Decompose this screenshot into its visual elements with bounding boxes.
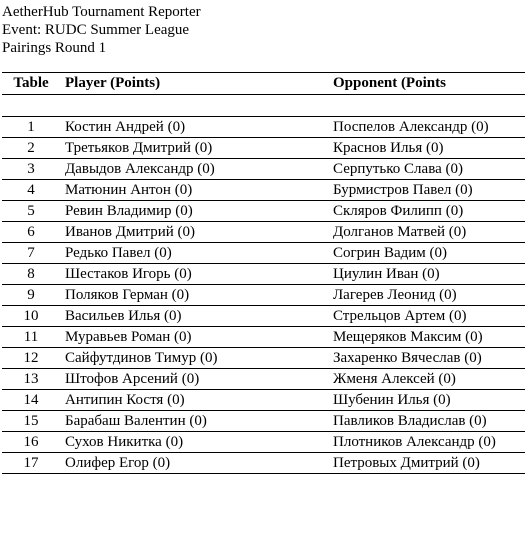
table-number-cell: 8 <box>2 264 60 285</box>
table-row <box>2 159 525 180</box>
table-row <box>2 348 525 369</box>
opponent-cell: Петровых Дмитрий (0) <box>333 453 525 474</box>
table-row <box>2 138 525 159</box>
table-row <box>2 222 525 243</box>
player-cell: Муравьев Роман (0) <box>60 327 333 348</box>
table-row <box>2 432 525 453</box>
column-header-player: Player (Points) <box>60 73 333 95</box>
player-cell: Васильев Илья (0) <box>60 306 333 327</box>
report-header <box>2 3 201 57</box>
table-number-cell: 13 <box>2 369 60 390</box>
pairings-table <box>2 72 525 474</box>
opponent-cell: Лагерев Леонид (0) <box>333 285 525 306</box>
player-cell: Иванов Дмитрий (0) <box>60 222 333 243</box>
table-row <box>2 390 525 411</box>
player-cell: Поляков Герман (0) <box>60 285 333 306</box>
opponent-cell: Согрин Вадим (0) <box>333 243 525 264</box>
player-cell: Костин Андрей (0) <box>60 117 333 138</box>
table-row <box>2 306 525 327</box>
opponent-cell: Бурмистров Павел (0) <box>333 180 525 201</box>
opponent-cell: Серпутько Слава (0) <box>333 159 525 180</box>
column-header-opponent: Opponent (Points <box>333 73 525 95</box>
table-row <box>2 243 525 264</box>
player-cell: Сухов Никитка (0) <box>60 432 333 453</box>
spacer-row <box>2 95 525 117</box>
player-cell: Антипин Костя (0) <box>60 390 333 411</box>
player-cell: Ревин Владимир (0) <box>60 201 333 222</box>
table-row <box>2 180 525 201</box>
table-row <box>2 327 525 348</box>
player-cell: Сайфутдинов Тимур (0) <box>60 348 333 369</box>
opponent-cell: Захаренко Вячеслав (0) <box>333 348 525 369</box>
opponent-cell: Павликов Владислав (0) <box>333 411 525 432</box>
table-row <box>2 201 525 222</box>
table-row <box>2 285 525 306</box>
player-cell: Олифер Егор (0) <box>60 453 333 474</box>
table-row <box>2 453 525 474</box>
column-header-table: Table <box>2 73 60 95</box>
event-name: Event: RUDC Summer League <box>2 22 190 38</box>
report-title: AetherHub Tournament Reporter <box>2 4 201 20</box>
table-number-cell: 5 <box>2 201 60 222</box>
opponent-cell: Поспелов Александр (0) <box>333 117 525 138</box>
table-number-cell: 7 <box>2 243 60 264</box>
table-number-cell: 11 <box>2 327 60 348</box>
table-row <box>2 117 525 138</box>
table-number-cell: 3 <box>2 159 60 180</box>
opponent-cell: Шубенин Илья (0) <box>333 390 525 411</box>
opponent-cell: Циулин Иван (0) <box>333 264 525 285</box>
opponent-cell: Скляров Филипп (0) <box>333 201 525 222</box>
pairings-body <box>2 95 525 474</box>
table-number-cell: 6 <box>2 222 60 243</box>
opponent-cell: Долганов Матвей (0) <box>333 222 525 243</box>
table-header-row <box>2 73 525 95</box>
opponent-cell: Стрельцов Артем (0) <box>333 306 525 327</box>
table-number-cell: 15 <box>2 411 60 432</box>
opponent-cell: Жменя Алексей (0) <box>333 369 525 390</box>
table-number-cell: 1 <box>2 117 60 138</box>
player-cell: Шестаков Игорь (0) <box>60 264 333 285</box>
table-number-cell: 16 <box>2 432 60 453</box>
round-label: Pairings Round 1 <box>2 40 107 56</box>
player-cell: Матюнин Антон (0) <box>60 180 333 201</box>
opponent-cell: Мещеряков Максим (0) <box>333 327 525 348</box>
opponent-cell: Краснов Илья (0) <box>333 138 525 159</box>
table-number-cell: 4 <box>2 180 60 201</box>
player-cell: Барабаш Валентин (0) <box>60 411 333 432</box>
table-row <box>2 369 525 390</box>
player-cell: Третьяков Дмитрий (0) <box>60 138 333 159</box>
table-number-cell: 10 <box>2 306 60 327</box>
table-number-cell: 2 <box>2 138 60 159</box>
table-number-cell: 9 <box>2 285 60 306</box>
table-number-cell: 14 <box>2 390 60 411</box>
player-cell: Штофов Арсений (0) <box>60 369 333 390</box>
table-row <box>2 411 525 432</box>
player-cell: Редько Павел (0) <box>60 243 333 264</box>
opponent-cell: Плотников Александр (0) <box>333 432 525 453</box>
player-cell: Давыдов Александр (0) <box>60 159 333 180</box>
table-row <box>2 264 525 285</box>
table-number-cell: 17 <box>2 453 60 474</box>
table-number-cell: 12 <box>2 348 60 369</box>
